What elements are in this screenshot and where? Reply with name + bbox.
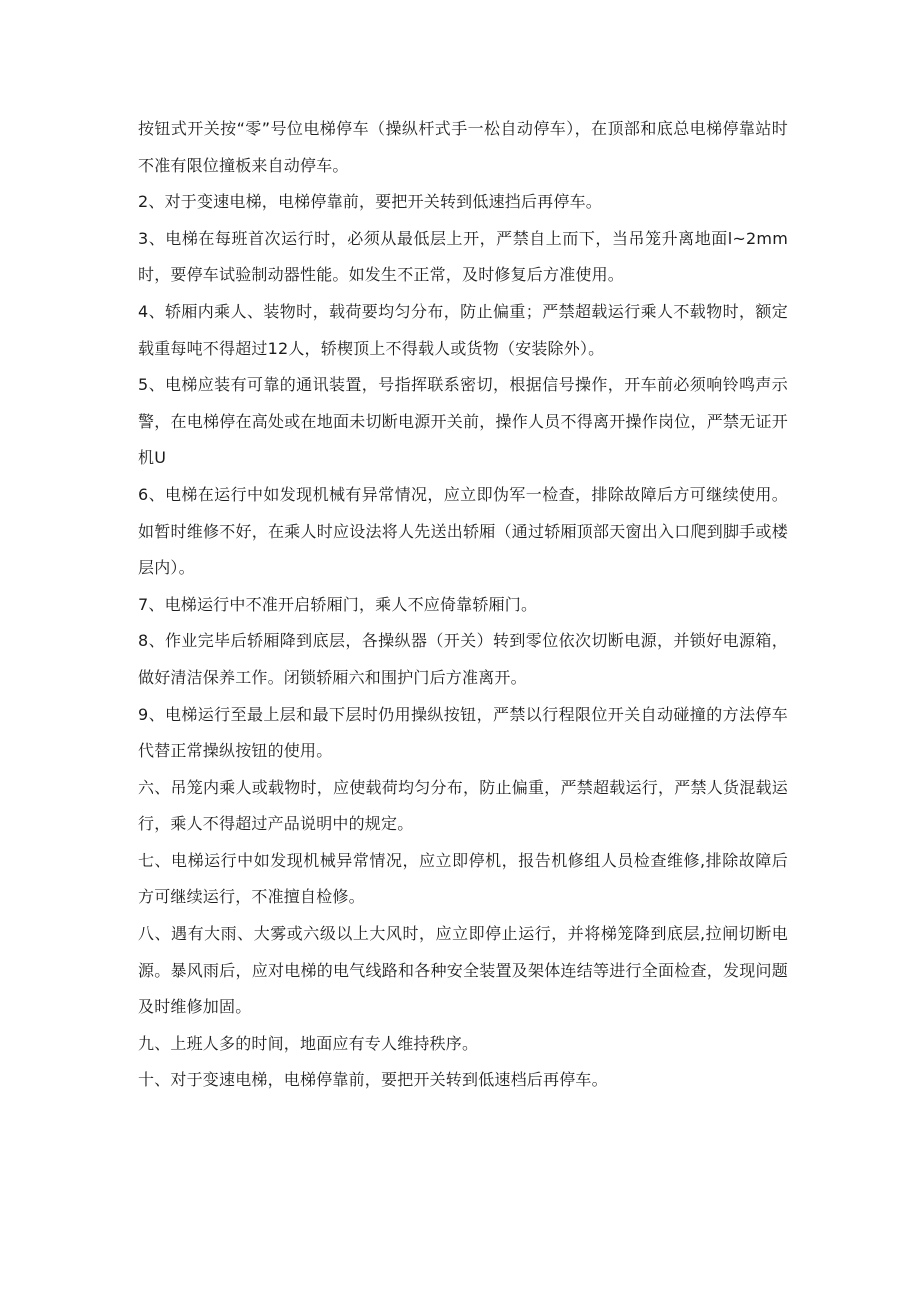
paragraph-item-2: 2、对于变速电梯，电梯停靠前，要把开关转到低速挡后再停车。: [138, 192, 602, 212]
paragraph-item-4: 4、轿厢内乘人、装物时，载荷要均匀分布，防止偏重；严禁超载运行乘人不载物时，额定载重每吨不得超过12人，轿楔顶上不得载人或货物（安装除外）。: [138, 301, 788, 358]
paragraph-section-9: 九、上班人多的时间，地面应有专人维持秩序。: [138, 1033, 479, 1053]
paragraph-item-8: 8、作业完毕后轿厢降到底层，各操纵器（开关）转到零位依次切断电源，并锁好电源箱，做好清洁保养工作。闭锁轿厢六和围护门后方准离开。: [138, 631, 788, 687]
paragraph-section-10: 十、对于变速电梯，电梯停靠前，要把开关转到低速档后再停车。: [138, 1070, 608, 1090]
paragraph-continuation: 按钮式开关按“零”号位电梯停车（操纵杆式手一松自动停车），在顶部和底总电梯停靠站时不准有限位撞板来自动停车。: [138, 119, 788, 175]
paragraph-item-5: 5、电梯应装有可靠的通讯装置，号指挥联系密切，根据信号操作，开车前必须响铃鸣声示警，在电梯停在高处或在地面未切断电源开关前，操作人员不得离开操作岗位，严禁无证开机U: [138, 375, 788, 468]
paragraph-section-6: 六、吊笼内乘人或载物时，应使载荷均匀分布，防止偏重，严禁超载运行，严禁人货混载运行，乘人不得超过产品说明中的规定。: [138, 777, 788, 834]
paragraph-item-6: 6、电梯在运行中如发现机械有异常情况，应立即伪军一检查，排除故障后方可继续使用。如暂时维修不好，在乘人时应设法将人先送出轿厢（通过轿厢顶部天窗出入口爬到脚手或楼层内）。: [138, 484, 788, 578]
paragraph-item-7: 7、电梯运行中不准开启轿厢门，乘人不应倚靠轿厢门。: [138, 594, 538, 614]
paragraph-section-7: 七、电梯运行中如发现机械异常情况，应立即停机，报告机修组人员检查维修,排除故障后方可继续运行，不准擅自检修。: [138, 850, 788, 907]
paragraph-item-9: 9、电梯运行至最上层和最下层时仍用操纵按钮，严禁以行程限位开关自动碰撞的方法停车代替正常操纵按钮的使用。: [138, 704, 788, 761]
document-body: [138, 111, 788, 1099]
paragraph-section-8: 八、遇有大雨、大雾或六级以上大风时，应立即停止运行，并将梯笼降到底层,拉闸切断电源。暴风雨后，应对电梯的电气线路和各种安全装置及架体连结等进行全面检查，发现问题及时维修加固。: [138, 924, 788, 1017]
paragraph-item-3: 3、电梯在每班首次运行时，必须从最低层上开，严禁自上而下，当吊笼升离地面l~2mm时，要停车试验制动器性能。如发生不正常，及时修复后方准使用。: [138, 228, 788, 285]
